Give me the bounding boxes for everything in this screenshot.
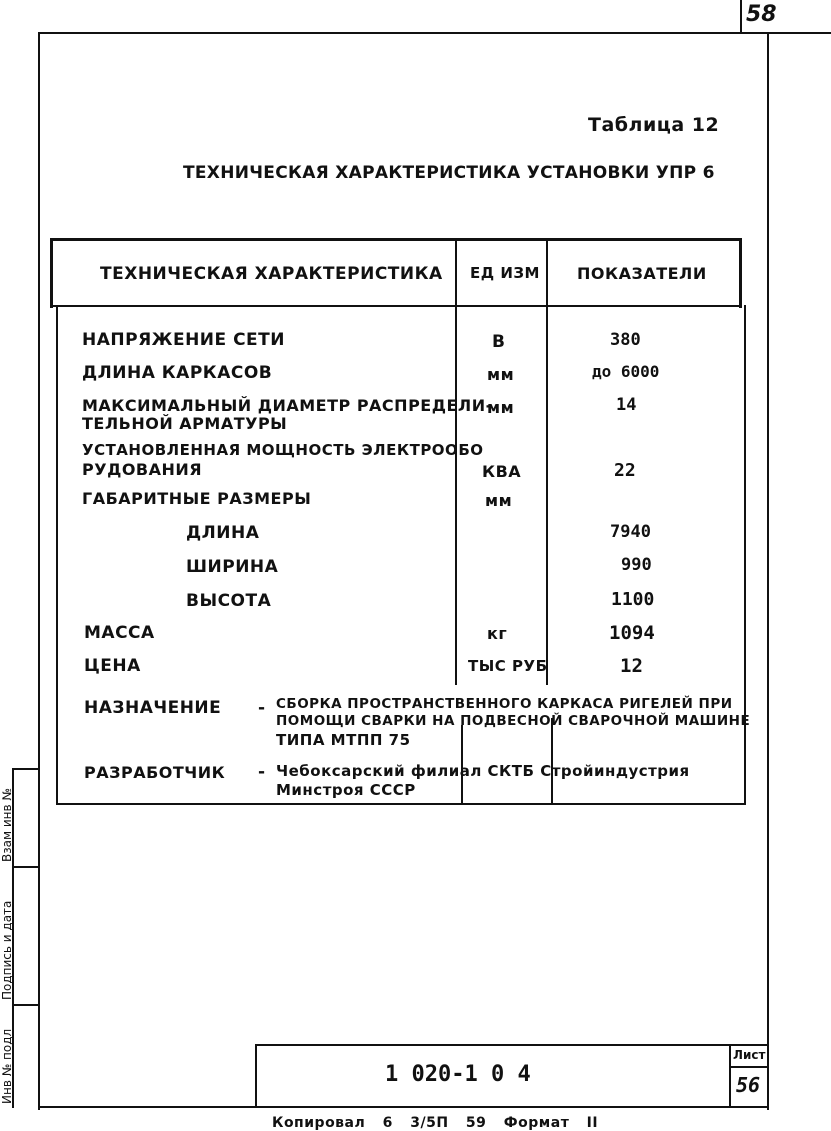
table-header-left [50, 238, 53, 308]
developer-dash: - [258, 762, 266, 782]
header-value: ПОКАЗАТЕЛИ [577, 264, 707, 283]
table-top-border [50, 238, 742, 241]
frame-top [38, 32, 774, 34]
row-mass-unit: кг [487, 624, 508, 643]
purpose-text-2: ПОМОЩИ СВАРКИ НА ПОДВЕСНОЙ СВАРОЧНОЙ МАШИНЕ [276, 713, 751, 729]
row-diameter-name-1: МАКСИМАЛЬНЫЙ ДИАМЕТР РАСПРЕДЕЛИ- [82, 396, 493, 415]
purpose-text-1: СБОРКА ПРОСТРАНСТВЕННОГО КАРКАСА РИГЕЛЕЙ ПРИ [276, 696, 733, 712]
row-diameter-value: 14 [616, 395, 637, 415]
table-header-bottom [50, 305, 742, 307]
row-dimensions-unit: мм [485, 491, 513, 510]
row-dim-height-name: ВЫСОТА [186, 591, 272, 611]
developer-label: РАЗРАБОТЧИК [84, 763, 226, 782]
stamp-left [255, 1044, 257, 1108]
stamp-divider [729, 1044, 731, 1108]
row-price-name: ЦЕНА [84, 656, 141, 676]
purpose-label: НАЗНАЧЕНИЕ [84, 698, 222, 718]
header-characteristic: ТЕХНИЧЕСКАЯ ХАРАКТЕРИСТИКА [100, 264, 443, 284]
margin-text-3: Взам инв № [0, 788, 14, 862]
margin-strip-div-2 [12, 1004, 40, 1006]
header-unit: ЕД ИЗМ [470, 264, 540, 282]
table-body-left [56, 305, 58, 805]
row-diameter-name-2: ТЕЛЬНОЙ АРМАТУРЫ [82, 414, 288, 433]
page-number-box-left [740, 0, 742, 34]
margin-strip-div-1 [12, 866, 40, 868]
row-power-value: 22 [614, 460, 636, 481]
page-number-top: 58 [746, 2, 777, 27]
row-voltage-unit: В [492, 332, 506, 352]
purpose-dash: - [258, 698, 266, 718]
stamp-sheet-label: Лист [733, 1048, 766, 1062]
row-price-unit: ТЫС РУБ [468, 657, 548, 675]
row-length-unit: мм [487, 365, 515, 384]
row-length-name: ДЛИНА КАРКАСОВ [82, 363, 273, 383]
row-dim-width-value: 990 [621, 555, 652, 575]
row-dim-width-name: ШИРИНА [186, 557, 279, 577]
purpose-text-3: ТИПА МТПП 75 [276, 731, 411, 749]
row-dim-length-name: ДЛИНА [186, 523, 260, 543]
column-divider-2 [546, 240, 548, 685]
row-dim-length-value: 7940 [610, 522, 651, 542]
row-dim-height-value: 1100 [611, 589, 655, 610]
stamp-top [255, 1044, 769, 1046]
row-power-unit: КВА [482, 462, 522, 481]
row-dimensions-name: ГАБАРИТНЫЕ РАЗМЕРЫ [82, 489, 312, 508]
column-divider-1 [455, 240, 457, 685]
row-mass-value: 1094 [609, 622, 655, 644]
margin-strip-top [12, 768, 40, 770]
row-voltage-value: 380 [610, 330, 641, 350]
frame-bottom [38, 1106, 769, 1108]
table-label: Таблица 12 [588, 114, 720, 136]
row-mass-name: МАССА [84, 623, 155, 643]
row-diameter-unit: мм [487, 398, 515, 417]
frame-left [38, 32, 40, 1110]
table-bottom-border [56, 803, 746, 805]
stamp-sheet-divider [729, 1066, 769, 1068]
document-title: ТЕХНИЧЕСКАЯ ХАРАКТЕРИСТИКА УСТАНОВКИ УПР 6 [183, 163, 715, 183]
stamp-sheet-number: 56 [736, 1073, 761, 1097]
row-power-name-1: УСТАНОВЛЕННАЯ МОЩНОСТЬ ЭЛЕКТРООБО [82, 441, 484, 459]
footer-text: Копировал 6 3/5П 59 Формат II [272, 1115, 599, 1131]
row-power-name-2: РУДОВАНИЯ [82, 460, 203, 479]
row-length-value: до 6000 [592, 362, 660, 381]
table-header-right [739, 238, 742, 308]
row-price-value: 12 [620, 655, 643, 677]
table-body-right [744, 305, 746, 805]
stamp-doc-number: 1 020-1 0 4 [385, 1062, 531, 1087]
developer-text-2: Минстроя СССР [276, 781, 416, 799]
developer-text-1: Чебоксарский филиал СКТБ Стройиндустрия [276, 762, 690, 780]
margin-text-2: Подпись и дата [0, 900, 14, 1000]
margin-text-1: Инв № подл [0, 1028, 14, 1104]
row-voltage-name: НАПРЯЖЕНИЕ СЕТИ [82, 330, 285, 350]
frame-right [767, 32, 769, 1110]
